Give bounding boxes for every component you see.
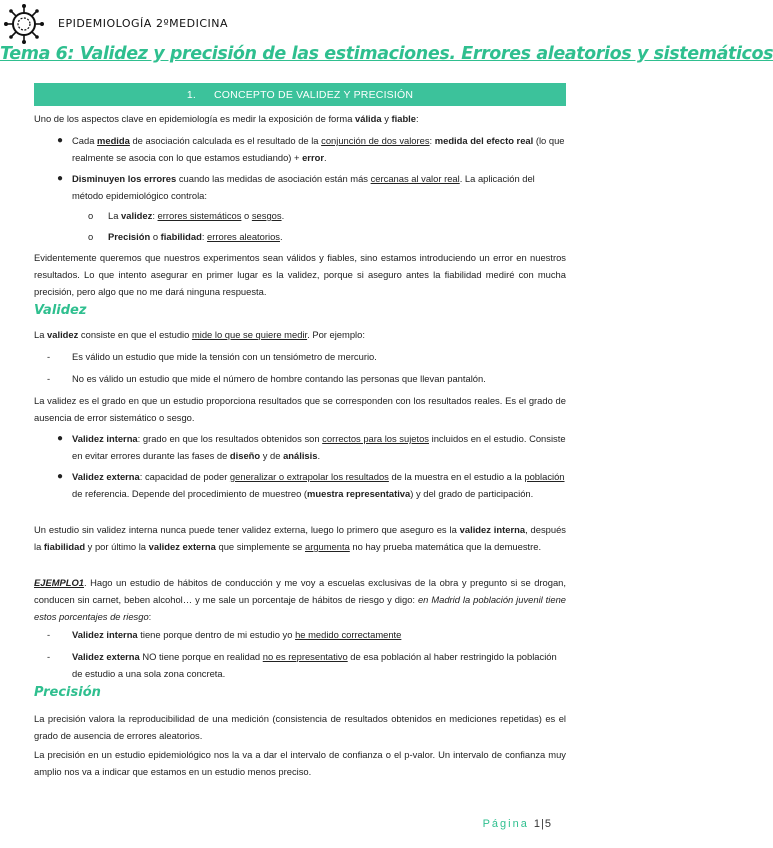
- bold: medida del efecto real: [434, 135, 534, 146]
- text: consiste en que el estudio: [78, 329, 192, 340]
- circle-bullet-icon: o: [88, 210, 94, 221]
- text: . La aplicación del método epidemiológico controla:: [72, 173, 535, 201]
- bold: muestra representativa: [307, 488, 411, 499]
- text: (lo que realmente se asocia con lo que estamos estudiando) +: [72, 135, 565, 163]
- text: :: [429, 135, 435, 146]
- text: .: [323, 152, 327, 163]
- paragraph: [34, 326, 566, 343]
- text: Cada: [72, 135, 98, 146]
- footer-label: Página: [482, 818, 529, 830]
- bold: validez interna: [459, 524, 526, 535]
- bullet-icon: ●: [57, 173, 64, 184]
- text: .: [279, 231, 283, 242]
- bold: Validez externa: [72, 471, 140, 482]
- footer-separator: |: [541, 818, 545, 830]
- text: La: [34, 329, 48, 340]
- page-title: Tema 6: Validez y precisión de las estimaciones. Errores aleatorios y sistemáticos: [0, 44, 773, 64]
- text: Es válido un estudio que mide la tensión con un tensiómetro de mercurio.: [72, 351, 377, 362]
- list-item: [57, 132, 566, 166]
- sub-list-item: [88, 207, 566, 224]
- text: de asociación calculada es el resultado de la: [129, 135, 322, 146]
- bold: fiabilidad: [160, 231, 202, 242]
- list-item: [47, 348, 566, 365]
- text: .: [281, 210, 285, 221]
- text: y: [381, 113, 392, 124]
- text: No es válido un estudio que mide el número de hombre contando las personas que llevan pantalón.: [72, 373, 486, 384]
- dash-bullet: -: [47, 373, 51, 384]
- text: :: [201, 231, 208, 242]
- dash-bullet: -: [47, 351, 51, 362]
- bold-underline: medida: [97, 135, 130, 146]
- paragraph: La precisión valora la reproducibilidad de una medición (consistencia de resultados obtenidos en mediciones repetidas) es el grado de ausencia de errores aleatorios.: [34, 713, 566, 741]
- section-heading-validez: Validez: [34, 303, 87, 318]
- text: Uno de los aspectos clave en epidemiología es medir la exposición de forma: [34, 113, 356, 124]
- text: y por último la: [85, 541, 149, 552]
- underline: correctos para los sujetos: [322, 433, 429, 444]
- underline: errores sistemáticos: [157, 210, 242, 221]
- text: , después la: [34, 524, 566, 552]
- text: Un estudio sin validez interna nunca puede tener validez externa, luego lo primero que aseguro es la: [34, 524, 460, 535]
- text: tiene porque dentro de mi estudio yo: [137, 629, 296, 640]
- bold: Precisión: [108, 231, 151, 242]
- text: :: [148, 611, 152, 622]
- bold: válida: [355, 113, 382, 124]
- bullet-icon: ●: [57, 433, 64, 444]
- paragraph: [34, 521, 566, 555]
- bullet-icon: ●: [57, 471, 64, 482]
- text: que simplemente se: [215, 541, 305, 552]
- page-footer: [483, 818, 552, 830]
- page-total: 5: [544, 818, 552, 830]
- underline: errores aleatorios: [207, 231, 280, 242]
- underline: he medido correctamente: [295, 629, 402, 640]
- section-heading-precision: Precisión: [34, 685, 101, 700]
- paragraph: Evidentemente queremos que nuestros experimentos sean válidos y fiables, sino estamos introduciendo un error en nuestros resultados. Lo que intento asegurar en primer lugar es la validez, porque si aseguro antes la fiabilidad mediré con mucha precisión, pero algo que no me dará ninguna respuesta.: [34, 252, 566, 297]
- text: . Hago un estudio de hábitos de conducción y me voy a escuelas exclusivas de la obra y pregunto si se drogan, conducen sin carnet, beben alcohol… y me sale un porcentaje de hábitos de riesgo y digo:: [34, 577, 566, 605]
- bold: análisis: [283, 450, 318, 461]
- text: o: [150, 231, 161, 242]
- intro-paragraph: [34, 110, 566, 127]
- dash-bullet: -: [47, 651, 51, 662]
- text: . Por ejemplo:: [307, 329, 365, 340]
- underline: mide lo que se quiere medir: [191, 329, 308, 340]
- bold: error: [302, 152, 324, 163]
- underline: no es representativo: [262, 651, 348, 662]
- list-item: [57, 468, 566, 502]
- text: NO tiene porque en realidad: [139, 651, 263, 662]
- header-subject: EPIDEMIOLOGÍA: [58, 17, 152, 30]
- sub-list-item: [88, 228, 566, 245]
- bold: validez: [47, 329, 79, 340]
- text: cuando las medidas de asociación están más: [176, 173, 371, 184]
- text: La: [108, 210, 122, 221]
- text: de esa población al haber restringido la población de estudio a una sola zona concreta.: [72, 651, 557, 679]
- text: de referencia. Depende del procedimiento de muestreo (: [72, 488, 308, 499]
- bold: fiabilidad: [43, 541, 86, 552]
- dash-bullet: -: [47, 629, 51, 640]
- bold: validez externa: [148, 541, 216, 552]
- underline: sesgos: [251, 210, 282, 221]
- list-item: [47, 648, 566, 682]
- text: :: [416, 113, 419, 124]
- underline: población: [524, 471, 565, 482]
- example-label: EJEMPLO1: [34, 577, 85, 588]
- bold: fiable: [391, 113, 416, 124]
- bold: Disminuyen los errores: [72, 173, 177, 184]
- paragraph-example: [34, 574, 566, 625]
- section-banner: [34, 83, 566, 106]
- banner-number: 1.: [186, 88, 197, 101]
- page-number: 1: [533, 818, 542, 830]
- text: ) y del grado de participación.: [410, 488, 534, 499]
- list-item: [47, 626, 566, 643]
- text: : grado en que los resultados obtenidos son: [137, 433, 323, 444]
- underline: argumenta: [304, 541, 350, 552]
- list-item: [57, 430, 566, 464]
- text: .: [317, 450, 321, 461]
- underline: conjunción de dos valores: [321, 135, 430, 146]
- text: de la muestra en el estudio a la: [388, 471, 525, 482]
- virus-logo-icon: [4, 4, 44, 44]
- header-course: 2ºMEDICINA: [156, 17, 229, 30]
- bold: Validez interna: [72, 433, 138, 444]
- bold: Validez interna: [72, 629, 138, 640]
- list-item: [47, 370, 566, 387]
- bold: Validez externa: [72, 651, 140, 662]
- italic: en Madrid la población juvenil tiene estos porcentajes de riesgo: [34, 594, 567, 622]
- text: o: [241, 210, 252, 221]
- underline: cercanas al valor real: [370, 173, 460, 184]
- paragraph: La validez es el grado en que un estudio proporciona resultados que se corresponden con los resultados reales. Es el grado de ausencia de error sistemático o sesgo.: [34, 395, 566, 423]
- bullet-icon: ●: [57, 135, 64, 146]
- paragraph: La precisión en un estudio epidemiológico nos la va a dar el intervalo de confianza o el p-valor. Un intervalo de confianza muy amplio nos va a indicar que estamos en un estudio menos preciso.: [34, 749, 566, 777]
- bold: validez: [121, 210, 153, 221]
- text: : capacidad de poder: [139, 471, 230, 482]
- text: :: [152, 210, 158, 221]
- banner-text: CONCEPTO DE VALIDEZ Y PRECISIÓN: [214, 88, 414, 101]
- bold: diseño: [229, 450, 261, 461]
- text: incluidos en el estudio. Consiste en evitar errores durante las fases de: [72, 433, 566, 461]
- list-item: [57, 170, 566, 204]
- underline: generalizar o extrapolar los resultados: [229, 471, 389, 482]
- text: no hay prueba matemática que la demuestre.: [349, 541, 542, 552]
- text: y de: [260, 450, 284, 461]
- circle-bullet-icon: o: [88, 231, 94, 242]
